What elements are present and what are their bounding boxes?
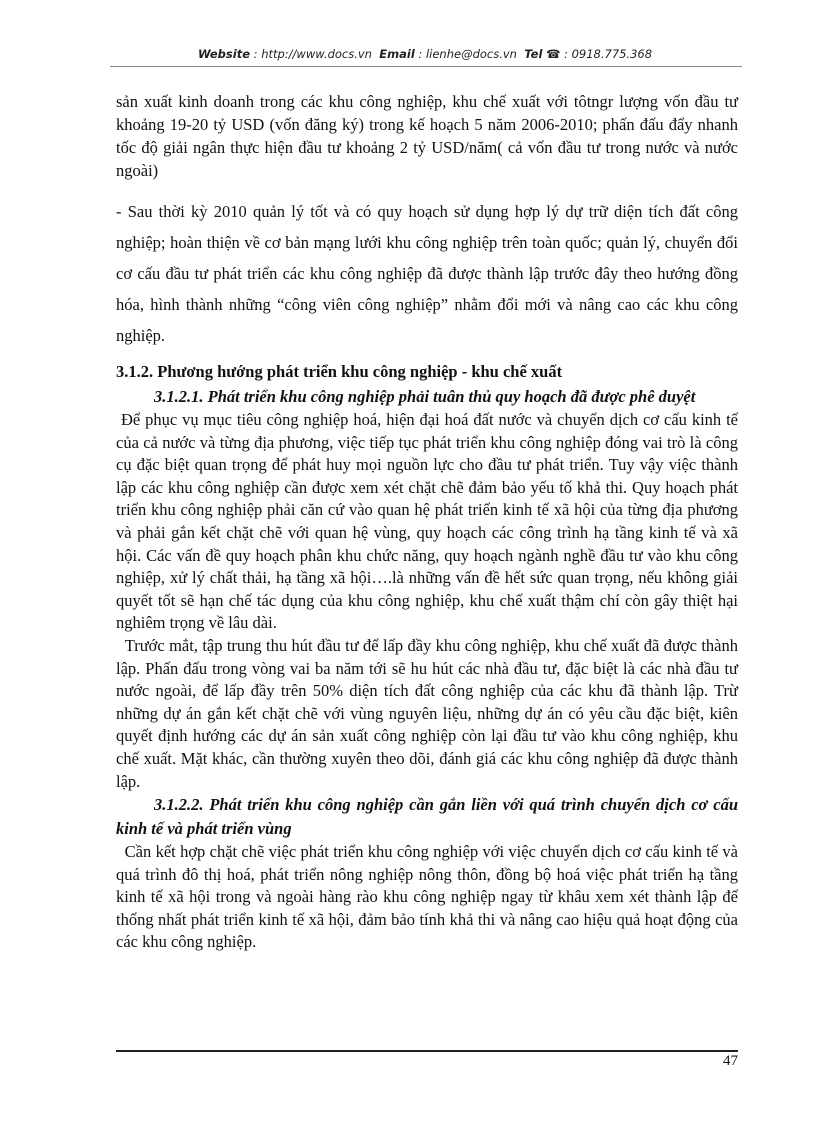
email-address[interactable]: : lienhe@docs.vn	[418, 47, 517, 61]
website-url[interactable]: : http://www.docs.vn	[253, 47, 372, 61]
document-body	[116, 90, 743, 954]
phone-icon: ☎	[546, 47, 561, 61]
paragraph-planning: Để phục vụ mục tiêu công nghiệp hoá, hiện đại hoá đất nước và chuyển dịch cơ cấu kinh tế của cả nước và từng địa phương, việc tiếp tục phát triển khu công nghiệp đóng vai trò là công cụ đặc biệt quan trọng để phát huy mọi nguồn lực cho đầu tư phát triển. Tuy vậy việc thành lập các khu công nghiệp cần được xem xét chặt chẽ đảm bảo yếu tố khả thi. Quy hoạch phát triển khu công nghiệp phải căn cứ vào quan hệ phát triển kinh tế xã hội của từng địa phương và phải gắn kết chặt chẽ với quan hệ vùng, quy hoạch các công trình hạ tầng kinh tế và xã hội. Các vấn đề quy hoạch phân khu chức năng, quy hoạch ngành nghề đầu tư vào khu công nghiệp, xử lý chất thải, hạ tầng xã hội….là những vấn đề hết sức quan trọng, nếu không giải quyết tốt sẽ hạn chế tác dụng của khu công nghiệp, khu chế xuất thậm chí còn gây thiệt hại nghiêm trọng về lâu dài.	[116, 410, 743, 633]
paragraph-investment-target: sản xuất kinh doanh trong các khu công nghiệp, khu chế xuất với tôtngr lượng vốn đầu tư khoảng 19-20 tỷ USD (vốn đăng ký) trong kế hoạch 5 năm 2006-2010; phấn đấu đẩy nhanh tốc độ giải ngân thực hiện đầu tư khoảng 2 tỷ USD/năm( cả vốn đầu tư trong nước và nước ngoài)	[116, 92, 738, 180]
header-divider	[110, 66, 742, 67]
email-label: Email	[379, 47, 415, 61]
paragraph-attract-investment: Trước mắt, tập trung thu hút đầu tư để lấp đầy khu công nghiệp, khu chế xuất đã được thành lập. Phấn đấu trong vòng vai ba năm tới sẽ hu hút các nhà đầu tư, đặc biệt là các nhà đầu tư nước ngoài, để lấp đầy trên 50% diện tích đất công nghiệp của các khu đã thành lập. Trừ những dự án gắn kết chặt chẽ với vùng nguyên liệu, những dự án có yêu cầu đặc biệt, kiên quyết định hướng các dự án sản xuất công nghiệp còn lại đầu tư vào khu công nghiệp, khu chế xuất. Mặt khác, cần thường xuyên theo dõi, đánh giá các khu công nghiệp đã được thành lập.	[116, 635, 743, 791]
tel-label: Tel	[524, 47, 543, 61]
page-number: 47	[723, 1053, 738, 1069]
subsection-heading-3-1-2-1: 3.1.2.1. Phát triển khu công nghiệp phải tuân thủ quy hoạch đã được phê duyệt	[154, 387, 696, 406]
tel-number: : 0918.775.368	[564, 47, 653, 61]
paragraph-after-2010: - Sau thời kỳ 2010 quản lý tốt và có quy hoạch sử dụng hợp lý dự trữ diện tích đất công nghiệp; hoàn thiện về cơ bản mạng lưới khu công nghiệp trên toàn quốc; quản lý, chuyển đổi cơ cấu đầu tư phát triển các khu công nghiệp đã được thành lập trước đây theo hướng đồng hóa, hình thành những “công viên công nghiệp” nhằm đổi mới và nâng cao các khu công nghiệp.	[116, 202, 738, 345]
page-header	[110, 47, 740, 61]
section-heading-3-1-2: 3.1.2. Phương hướng phát triển khu công nghiệp - khu chế xuất	[116, 362, 563, 381]
paragraph-economic-structure: Cần kết hợp chặt chẽ việc phát triển khu công nghiệp với việc chuyển dịch cơ cấu kinh tế và quá trình đô thị hoá, phát triển nông nghiệp nông thôn, đồng bộ hoá việc phát triển hạ tầng kinh tế xã hội trong và ngoài hàng rào khu công nghiệp ngay từ khâu xem xét thành lập để thống nhất phát triển kinh tế xã hội, đảm bảo tính khả thi và nâng cao hiệu quả hoạt động của các khu công nghiệp.	[116, 842, 743, 952]
subsection-heading-3-1-2-2: 3.1.2.2. Phát triển khu công nghiệp cần gắn liền với quá trình chuyển dịch cơ cấu kinh tế và phát triển vùng	[116, 795, 738, 839]
footer-divider	[116, 1050, 738, 1052]
website-label: Website	[197, 47, 251, 61]
